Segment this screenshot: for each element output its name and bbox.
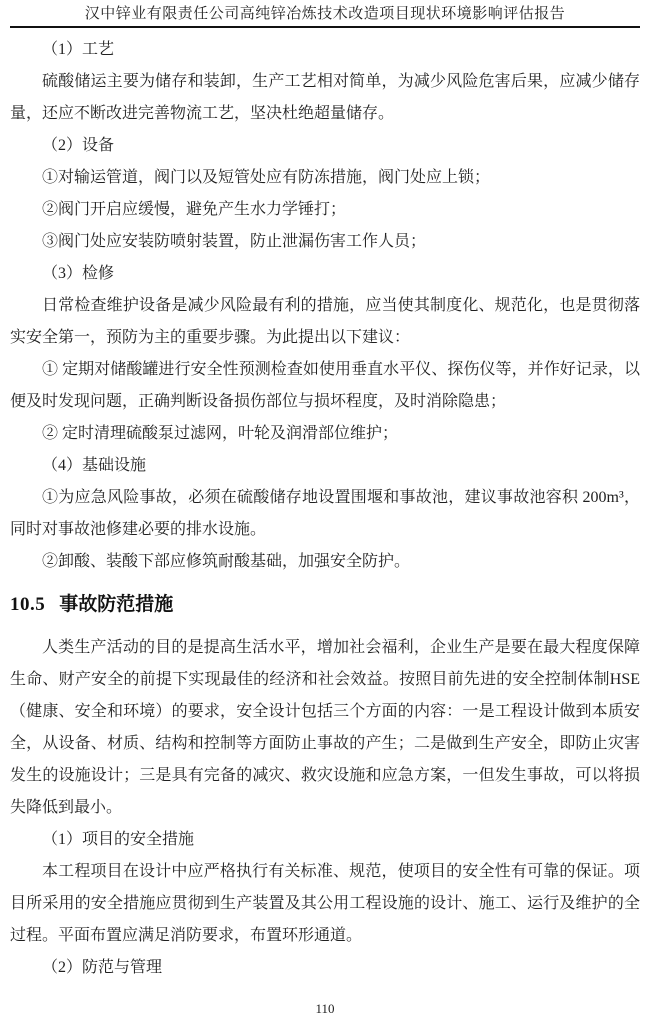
list-item: ① 定期对储酸罐进行安全性预测检查如使用垂直水平仪、探伤仪等，并作好记录，以便及时发现问题，正确判断设备损伤部位与损坏程度，及时消除隐患；: [10, 361, 640, 410]
paragraph: 本工程项目在设计中应严格执行有关标准、规范，使项目的安全性有可靠的保证。项目所采用的安全措施应贯彻到生产装置及其公用工程设施的设计、施工、运行及维护的全过程。平面布置应满足消防要求，布置环形通道。: [10, 863, 640, 944]
list-item: ①对输运管道，阀门以及短管处应有防冻措施，阀门处应上锁；: [42, 169, 491, 186]
section-heading: [10, 592, 640, 618]
list-item: ①为应急风险事故，必须在硫酸储存地设置围堰和事故池，建议事故池容积 200m³，同时对事故池修建必要的排水设施。: [10, 489, 640, 538]
subheading: （2）设备: [42, 137, 115, 154]
list-item: ②卸酸、装酸下部应修筑耐酸基础，加强安全防护。: [42, 553, 411, 570]
subheading: （3）检修: [42, 265, 115, 282]
page-number: 110: [315, 1001, 335, 1016]
list-item: ② 定时清理硫酸泵过滤网，叶轮及润滑部位维护；: [42, 425, 399, 442]
list-item: ②阀门开启应缓慢，避免产生水力学锤打；: [42, 201, 347, 218]
subheading: （2）防范与管理: [42, 959, 163, 976]
page-header-title: 汉中锌业有限责任公司高纯锌冶炼技术改造项目现状环境影响评估报告: [84, 6, 566, 22]
paragraph: 硫酸储运主要为储存和装卸，生产工艺相对简单，为减少风险危害后果，应减少储存量，还应不断改进完善物流工艺，坚决杜绝超量储存。: [10, 73, 640, 122]
subheading: （1）项目的安全措施: [42, 831, 195, 848]
document-body: [10, 34, 640, 984]
paragraph: 人类生产活动的目的是提高生活水平，增加社会福利，企业生产是要在最大程度保障生命、财产安全的前提下实现最佳的经济和社会效益。按照目前先进的安全控制体制HSE（健康、安全和环境）的要求，安全设计包括三个方面的内容：一是工程设计做到本质安全，从设备、材质、结构和控制等方面防止事故的产生；二是做到生产安全，即防止灾害发生的设施设计；三是具有完备的减灾、救灾设施和应急方案，一但发生事故，可以将损失降低到最小。: [10, 639, 640, 816]
subheading: （1）工艺: [42, 41, 115, 58]
subheading: （4）基础设施: [42, 457, 147, 474]
section-title: 事故防范措施: [59, 594, 174, 615]
list-item: ③阀门处应安装防喷射装置，防止泄漏伤害工作人员；: [42, 233, 427, 250]
header-divider: [10, 26, 640, 28]
section-number: 10.5: [10, 594, 46, 615]
paragraph: 日常检查维护设备是减少风险最有利的措施，应当使其制度化、规范化，也是贯彻落实安全第一，预防为主的重要步骤。为此提出以下建议：: [10, 297, 640, 346]
